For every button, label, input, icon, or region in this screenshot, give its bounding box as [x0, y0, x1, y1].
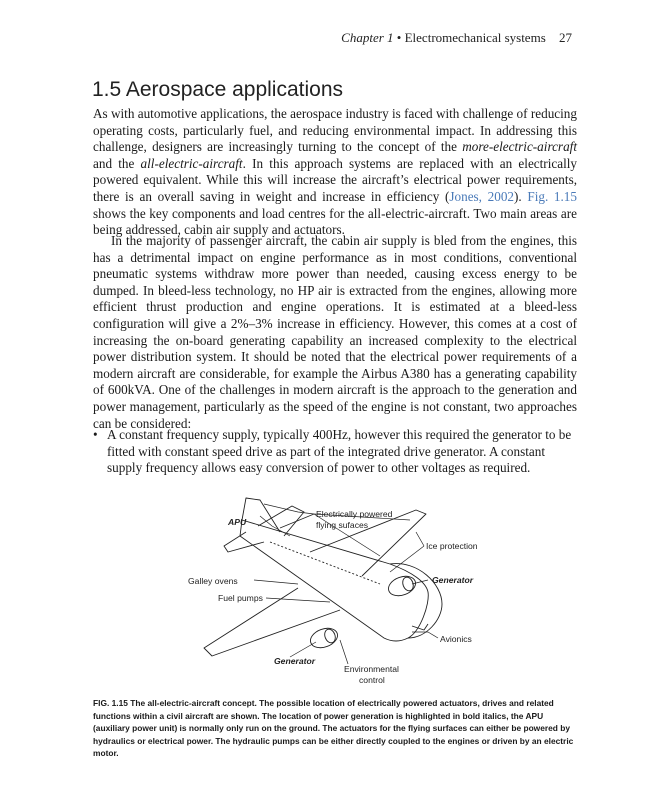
p1-text-1: As with automotive applications, the aerospace industry is faced with challenge of reducing operating costs, particularly fuel, and reducing environmental impact. In addressing this challenge, designers are increasingly turning to the concept of the — [93, 106, 577, 155]
caption-label: FIG. 1.15 — [93, 698, 128, 709]
label-environmental-2: control — [359, 675, 385, 685]
citation-link[interactable]: Jones, 2002 — [449, 188, 515, 204]
label-generator-right: Generator — [432, 575, 474, 585]
aircraft-figure — [180, 492, 490, 687]
page-number: 27 — [559, 30, 572, 45]
label-avionics: Avionics — [440, 634, 472, 644]
figure-caption — [93, 697, 577, 759]
p1-term-all-electric: all-electric-aircraft — [140, 155, 243, 171]
caption-text: The all-electric-aircraft concept. The possible location of electrically powered actuators, drives and related functions within a civil aircraft are shown. The location of power generation is highlighted in bold italics, the APU (auxiliary power unit) is normally only run on the ground. The actuators for the flying surfaces can either be powered by hydraulics or electrical power. The hydraulic pumps can be either directly coupled to the engines or driven by an electric motor. — [93, 698, 574, 759]
fuselage — [240, 520, 428, 641]
p1-text-4: ). — [514, 188, 528, 204]
running-header — [341, 30, 572, 46]
label-ice-protection: Ice protection — [426, 541, 478, 551]
header-bullet: • — [396, 30, 402, 45]
paragraph-1 — [93, 106, 577, 239]
label-generator-left: Generator — [274, 656, 316, 666]
paragraph-2: In the majority of passenger aircraft, the cabin air supply is bled from the engines, this has a detrimental impact on engine performance as in most conditions, conventional pneumatic systems withdraw more power than needed, causing excess energy to be dumped. In bleed-less technology, no HP air is extracted from the engines, allowing more efficient thrust production and engine operations. It is estimated at a bleed-less configuration will give a 2%–3% increase in efficiency. However, this comes at a cost of increasing the on-board generating capability an increased complexity to the electrical power distribution system. It should be noted that the electrical power requirements of a modern aircraft are considerable, for example the Airbus A380 has a generating capability of 600kVA. One of the challenges in modern aircraft is the approach to the generation and power management, particularly as the speed of the engine is not constant, two approaches can be considered: — [93, 233, 577, 431]
label-flying-surfaces-1: Electrically powered — [316, 509, 393, 519]
header-section-title: Electromechanical systems — [404, 30, 546, 45]
bullet-list — [93, 427, 577, 477]
section-title: 1.5 Aerospace applications — [92, 78, 344, 101]
p1-text-5: shows the key components and load centres for the all-electric-aircraft. Two main areas are being addressed, cabin air supply and actuators. — [93, 205, 577, 238]
figure-ref-link[interactable]: Fig. 1.15 — [527, 188, 577, 204]
header-chapter: Chapter 1 — [341, 30, 394, 45]
p1-text-2: and the — [93, 155, 141, 171]
label-galley-ovens: Galley ovens — [188, 576, 238, 586]
p1-term-more-electric: more-electric-aircraft — [462, 139, 577, 155]
p1-text-3: . In this approach systems are replaced with an electrically powered equivalent. While this will increase the aircraft’s electrical power requirements, there is an overall saving in weight and increase in efficiency ( — [93, 155, 577, 204]
label-flying-surfaces-2: flying sufaces — [316, 520, 369, 530]
label-environmental-1: Environmental — [344, 664, 399, 674]
window-line — [270, 542, 380, 584]
list-item: • A constant frequency supply, typically 400Hz, however this required the generator to be fitted with constant speed drive as part of the integrated drive generator. A constant supply frequency allows easy conversion of power to other voltages as required. — [93, 427, 577, 477]
label-fuel-pumps: Fuel pumps — [218, 593, 263, 603]
label-apu: APU — [228, 517, 247, 527]
